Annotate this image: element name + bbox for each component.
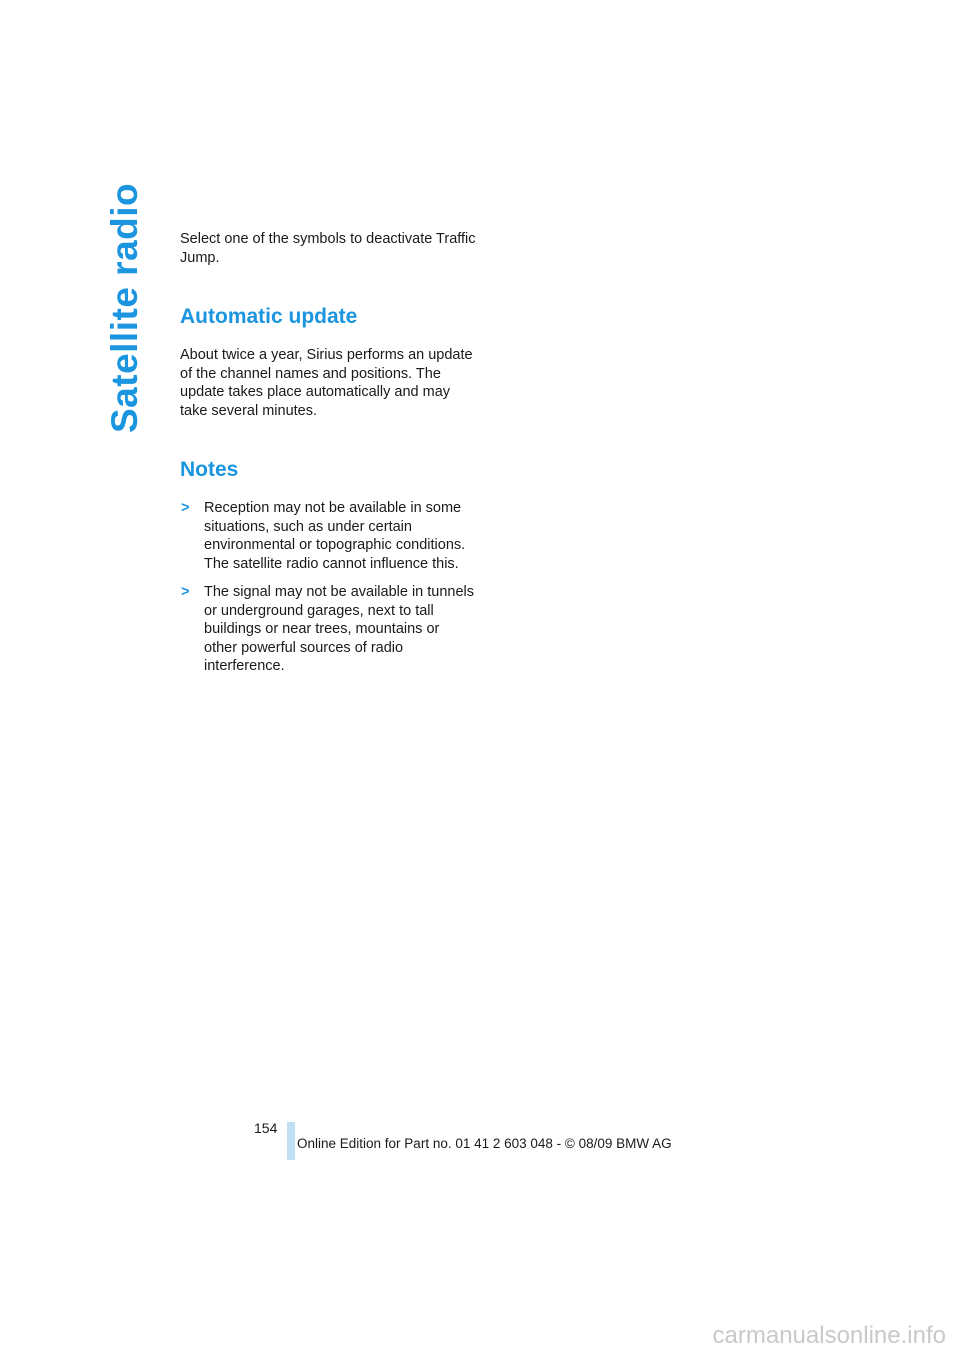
bullet-marker-icon: > (181, 500, 190, 516)
footer-edition-text: Online Edition for Part no. 01 41 2 603 048 - © 08/09 BMW AG (297, 1136, 672, 1151)
page-number: 154 (254, 1120, 278, 1136)
heading-automatic-update: Automatic update (180, 305, 358, 328)
intro-paragraph: Select one of the symbols to deactivate Traffic Jump. (180, 231, 476, 266)
automatic-update-paragraph: About twice a year, Sirius performs an update of the channel names and positions. The update takes place automatically and may take several minutes. (180, 347, 473, 419)
list-item-text: The signal may not be available in tunnels or underground garages, next to tall buildings or near trees, mountains or other powerful sources of radio interference. (204, 584, 475, 674)
notes-list (180, 499, 476, 676)
list-item-text: Reception may not be available in some situations, such as under certain environmental or topographic conditions. The satellite radio cannot influence this. (204, 500, 466, 572)
list-item (180, 583, 476, 676)
footer-accent-bar (287, 1122, 295, 1160)
watermark[interactable]: carmanualsonline.info (712, 1322, 946, 1349)
bullet-marker-icon: > (181, 584, 190, 600)
list-item (180, 499, 476, 573)
section-title-vertical: Satellite radio (104, 182, 145, 433)
main-content (180, 230, 476, 676)
heading-notes: Notes (180, 458, 239, 481)
